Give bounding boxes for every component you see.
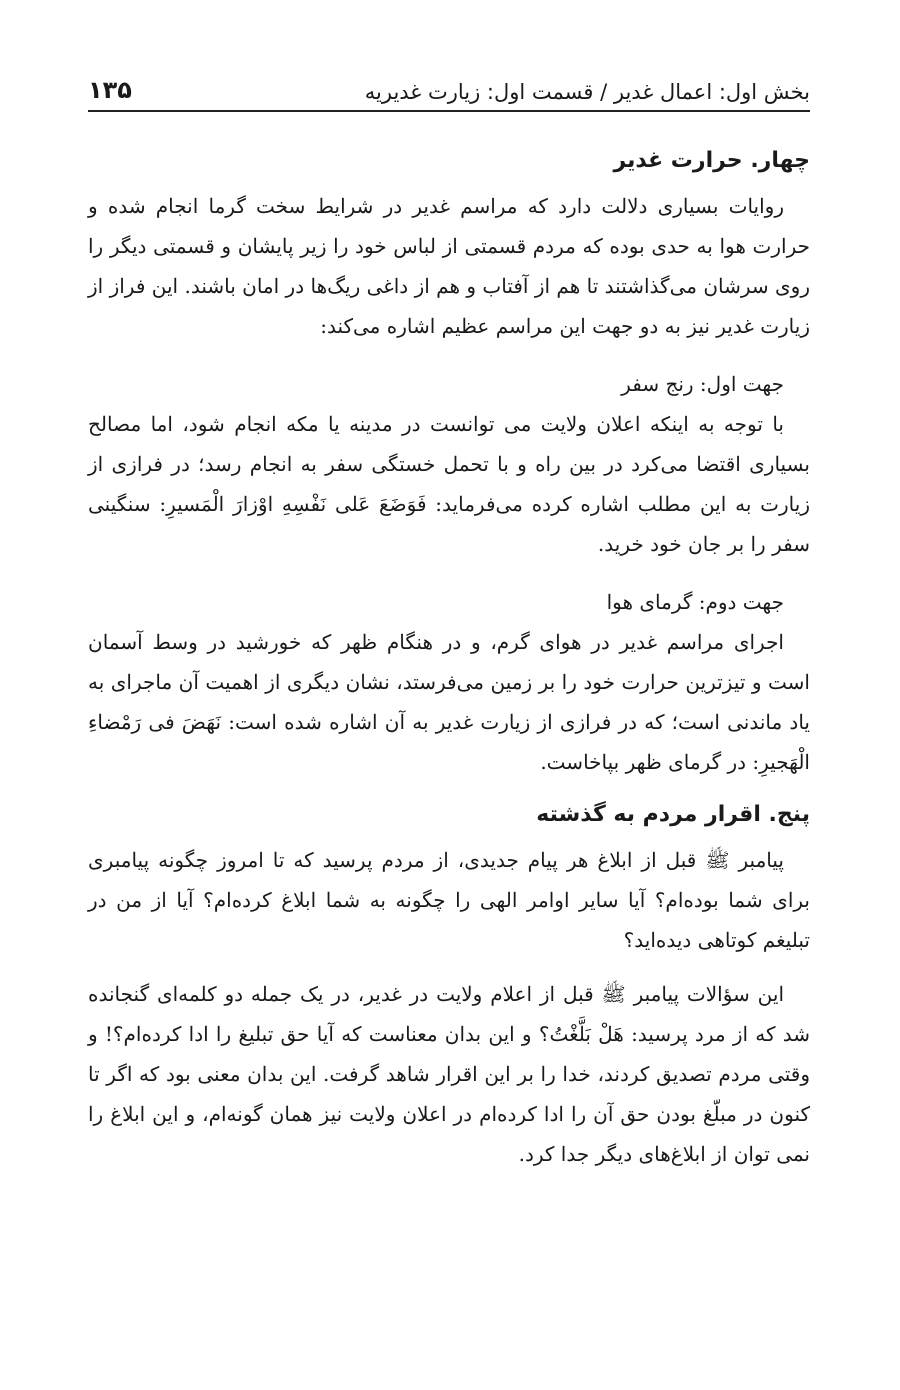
paragraph-confession-2: این سؤالات پیامبر ﷺ قبل از اعلام ولایت در غدیر، در یک جمله دو کلمه‌ای گنجانده شد که از مرد پرسید: هَلْ بَلَّغْتُ؟ و این بدان معناست که آیا حق تبلیغ را ادا کرده‌ام؟! و وقتی مردم تصدیق کردند، خدا را بر این اقرار شاهد گرفت. این بدان معنی بود که اگر تا کنون در مبلّغ بودن حق آن را ادا کرده‌ام در اعلان ولایت نیز همان گونه‌ام، و این ابلاغ را نمی توان از ابلاغ‌های دیگر جدا کرد. bbox=[88, 982, 810, 1166]
paragraph-hot-weather: اجرای مراسم غدیر در هوای گرم، و در هنگام ظهر که خورشید در وسط آسمان است و تیزترین حرارت خود را بر زمین می‌فرستد، نشان دیگری از اهمیت آن ماجرای به یاد ماندنی است؛ که در فرازی از زیارت غدیر به آن اشاره شده است: نَهَضَ فی رَمْضاءِ الْهَجیرِ: در گرمای ظهر بپاخاست. bbox=[88, 630, 810, 774]
running-header-title: بخش اول: اعمال غدیر / قسمت اول: زیارت غدیریه bbox=[364, 80, 810, 104]
paragraph-confession-1: پیامبر ﷺ قبل از ابلاغ هر پیام جدیدی، از مردم پرسید که تا امروز چگونه پیامبری برای شما بوده‌ام؟ آیا سایر اوامر الهی را چگونه به شما ابلاغ کرده‌ام؟ آیا از من در تبلیغم کوتاهی دیده‌اید؟ bbox=[88, 848, 810, 952]
subheading-hot-weather: جهت دوم: گرمای هوا bbox=[606, 590, 784, 614]
paragraph-heat-intro: روایات بسیاری دلالت دارد که مراسم غدیر در شرایط سخت گرما انجام شده و حرارت هوا به حدی بوده که مردم قسمتی از لباس خود را زیر پایشان و قسمتی دیگر را روی سرشان می‌گذاشتند تا هم از آفتاب و هم از داغی ریگ‌ها در امان باشند. این فراز از زیارت غدیر نیز به دو جهت این مراسم عظیم اشاره می‌کند: bbox=[88, 194, 810, 338]
page-number: ۱۳۵ bbox=[88, 76, 132, 104]
page-content bbox=[88, 142, 810, 1174]
section-heading-confession: پنج. اقرار مردم به گذشته bbox=[536, 802, 810, 827]
section-heading-heat: چهار. حرارت غدیر bbox=[613, 148, 810, 173]
paragraph-travel-hardship: با توجه به اینکه اعلان ولایت می توانست در مدینه یا مکه انجام شود، اما مصالح بسیاری اقتضا می‌کرد در بین راه و با تحمل خستگی سفر به انجام رسد؛ در فرازی از زیارت به این مطلب اشاره کرده می‌فرماید: فَوَضَعَ عَلی نَفْسِهِ اوْزارَ الْمَسیرِ: سنگینی سفر را بر جان خود خرید. bbox=[88, 412, 810, 556]
running-header bbox=[88, 68, 810, 112]
book-page bbox=[88, 0, 810, 1390]
subheading-travel-hardship: جهت اول: رنج سفر bbox=[621, 372, 784, 396]
